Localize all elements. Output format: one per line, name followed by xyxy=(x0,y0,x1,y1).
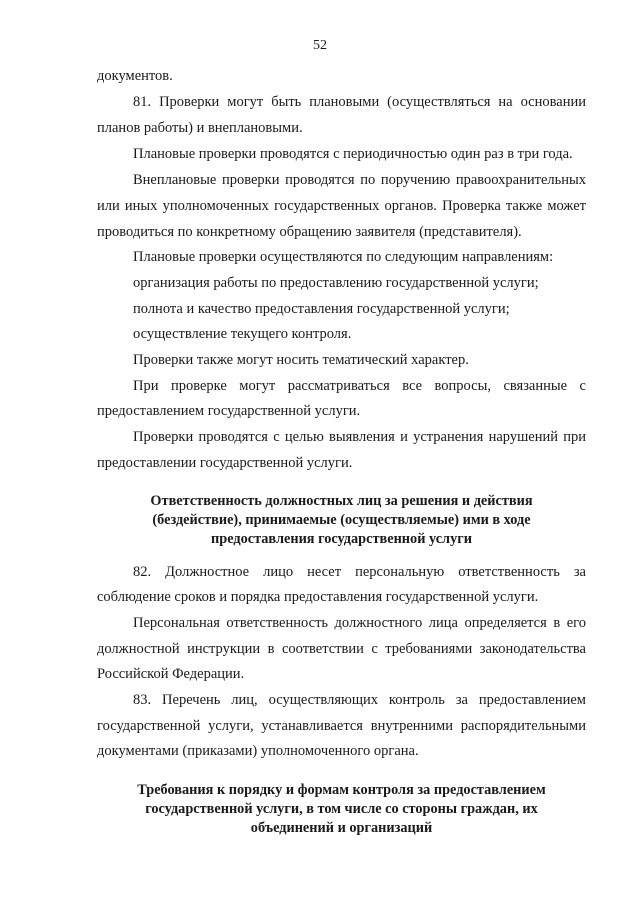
text-line: Российской Федерации. xyxy=(97,666,245,682)
text-line: 83. Перечень лиц, осуществляющих контроль за предоставлением xyxy=(133,692,586,708)
text-line: Плановые проверки осуществляются по следующим направлениям: xyxy=(133,249,554,265)
text-line: Плановые проверки проводятся с периодичностью один раз в три года. xyxy=(133,146,573,162)
text-line: 82. Должностное лицо несет персональную ответственность за xyxy=(133,564,586,580)
text-line: При проверке могут рассматриваться все вопросы, связанные с xyxy=(133,378,586,394)
text-line: Внеплановые проверки проводятся по поручению правоохранительных xyxy=(133,172,586,188)
text-line: организация работы по предоставлению государственной услуги; xyxy=(133,275,539,291)
text-line: полнота и качество предоставления государственной услуги; xyxy=(133,301,510,317)
text-line: осуществление текущего контроля. xyxy=(133,326,352,342)
text-line: Персональная ответственность должностного лица определяется в его xyxy=(133,615,586,631)
text-line: должностной инструкции в соответствии с требованиями законодательства xyxy=(97,641,586,657)
text-line: Проверки также могут носить тематический характер. xyxy=(133,352,469,368)
section-heading: государственной услуги, в том числе со стороны граждан, их xyxy=(145,801,538,817)
text-line: или иных уполномоченных государственных органов. Проверка также может xyxy=(97,198,586,214)
section-heading: (бездействие), принимаемые (осуществляемые) ими в ходе xyxy=(152,512,531,528)
text-line: 81. Проверки могут быть плановыми (осуществляться на основании xyxy=(133,94,586,110)
text-line: документами (приказами) уполномоченного органа. xyxy=(97,743,419,759)
text-line: предоставлением государственной услуги. xyxy=(97,403,361,419)
text-line: Проверки проводятся с целью выявления и устранения нарушений при xyxy=(133,429,586,445)
text-line: соблюдение сроков и порядка предоставления государственной услуги. xyxy=(97,589,539,605)
section-heading: Требования к порядку и формам контроля за предоставлением xyxy=(137,782,546,798)
section-heading: Ответственность должностных лиц за решения и действия xyxy=(150,493,533,509)
text-line: государственной услуги, устанавливается внутренними распорядительными xyxy=(97,718,586,734)
text-line: проводиться по конкретному обращению заявителя (представителя). xyxy=(97,224,522,240)
page-number: 52 xyxy=(313,38,327,53)
text-line: предоставлении государственной услуги. xyxy=(97,455,353,471)
section-heading: объединений и организаций xyxy=(250,820,433,836)
text-line: документов. xyxy=(97,68,173,84)
text-line: планов работы) и внеплановыми. xyxy=(97,120,303,136)
section-heading: предоставления государственной услуги xyxy=(211,531,472,547)
